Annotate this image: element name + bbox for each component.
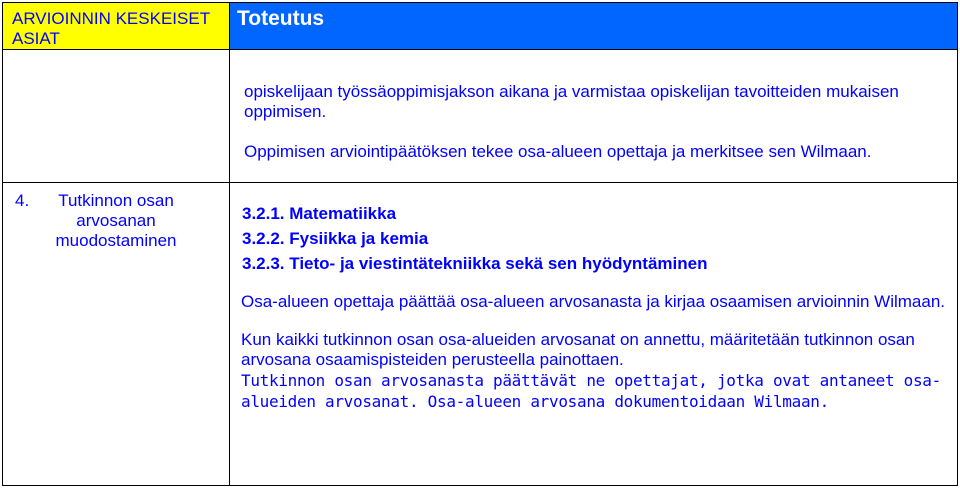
header-left-title: ARVIOINNIN KESKEISET ASIAT [12, 9, 210, 48]
section-number: 4. [15, 191, 30, 210]
row2-paragraph-3: Tutkinnon osan arvosanasta päättävät ne opettajat, jotka ovat antaneet osa-alueiden arvosanat. Osa-alueen arvosana dokumentoidaan Wilmaan. [241, 371, 941, 411]
row1-paragraph-2: Oppimisen arviointipäätöksen tekee osa-alueen opettaja ja merkitsee sen Wilmaan. [244, 142, 872, 161]
row2-left-cell [3, 183, 230, 486]
row-implementation-notes [3, 50, 958, 183]
row2-paragraph-2: Kun kaikki tutkinnon osan osa-alueiden arvosanat on annettu, määritetään tutkinnon osan arvosana osaamispisteiden perusteella painottaen. [241, 330, 915, 369]
header-right-title: Toteutus [237, 7, 325, 30]
header-row [3, 3, 958, 50]
header-left-cell [3, 3, 230, 50]
row-grade-formation [3, 183, 958, 486]
row1-paragraph-1: opiskelijaan työssäoppimisjakson aikana ja varmistaa opiskelijan tavoitteiden mukaisen oppimisen. [244, 82, 899, 121]
header-right-cell [230, 3, 958, 50]
assessment-table [2, 2, 958, 486]
row1-right-cell [230, 50, 958, 183]
section-title: Tutkinnon osan arvosanan muodostaminen [55, 191, 177, 250]
row1-left-cell [3, 50, 230, 183]
heading-physics-chemistry: 3.2.2. Fysiikka ja kemia [242, 229, 429, 248]
heading-mathematics: 3.2.1. Matematiikka [242, 204, 397, 223]
heading-ict: 3.2.3. Tieto- ja viestintätekniikka sekä sen hyödyntäminen [242, 254, 708, 273]
row2-right-cell [230, 183, 958, 486]
subject-headings [241, 201, 957, 276]
row2-paragraph-1: Osa-alueen opettaja päättää osa-alueen arvosanasta ja kirjaa osaamisen arvioinnin Wilmaan. [241, 292, 946, 311]
